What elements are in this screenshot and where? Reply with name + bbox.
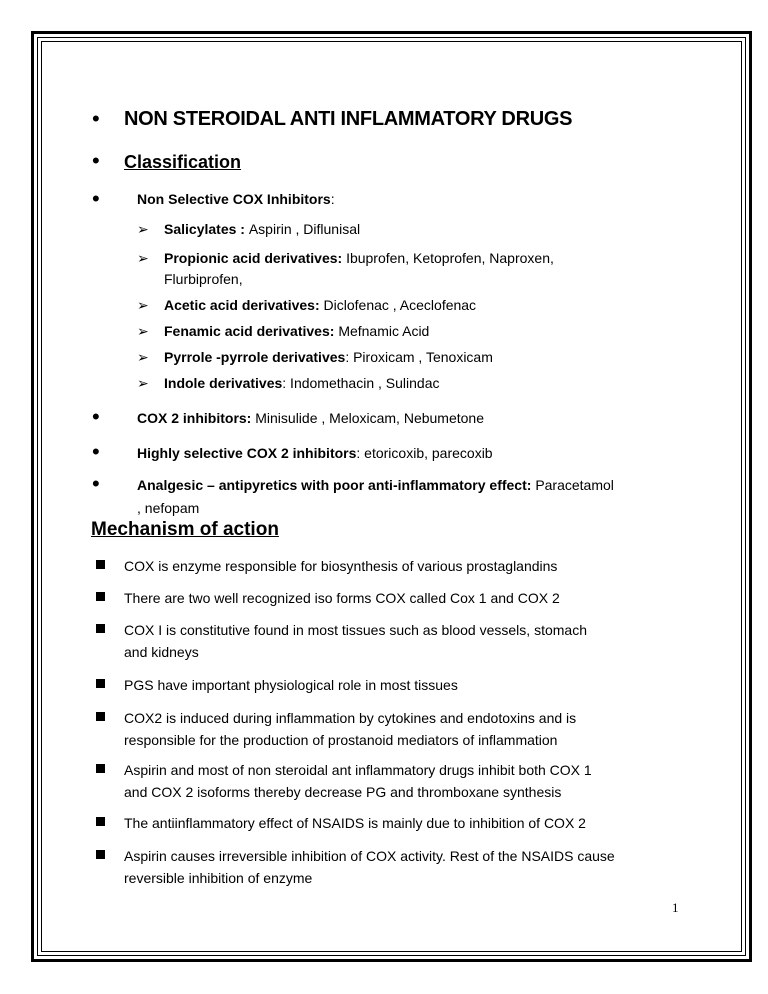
- sub-item-label: Fenamic acid derivatives:: [164, 323, 339, 339]
- class-item: [137, 474, 614, 496]
- bullet-icon: •: [92, 439, 100, 464]
- classification-heading: Classification: [124, 152, 242, 172]
- bullet-icon: •: [92, 148, 100, 173]
- sub-item-label: Acetic acid derivatives:: [164, 297, 324, 313]
- bullet-icon: •: [92, 106, 100, 131]
- class-item-text: Paracetamol: [535, 477, 614, 493]
- class-item-label: Highly selective COX 2 inhibitors: [137, 445, 357, 461]
- class-item: [137, 442, 493, 464]
- square-bullet-icon: [96, 764, 105, 773]
- mechanism-item: Aspirin and most of non steroidal ant inflammatory drugs inhibit both COX 1: [124, 762, 592, 778]
- mechanism-item: The antiinflammatory effect of NSAIDS is mainly due to inhibition of COX 2: [124, 815, 586, 831]
- bullet-icon: •: [92, 186, 100, 211]
- sub-item-text: Diclofenac , Aceclofenac: [323, 297, 477, 313]
- mechanism-item: responsible for the production of prostanoid mediators of inflammation: [124, 732, 558, 748]
- sub-item: [164, 372, 440, 394]
- square-bullet-icon: [96, 679, 105, 688]
- square-bullet-icon: [96, 712, 105, 721]
- sub-item: [164, 294, 476, 316]
- sub-item-label: Propionic acid derivatives:: [164, 250, 347, 266]
- sub-item-label: Indole derivatives: [164, 375, 283, 391]
- sub-item-continuation: Flurbiprofen,: [164, 271, 243, 287]
- square-bullet-icon: [96, 592, 105, 601]
- page-number: 1: [672, 900, 679, 915]
- class-item-text: : etoricoxib, parecoxib: [356, 445, 493, 461]
- sub-item: [164, 320, 429, 342]
- arrow-bullet-icon: ➢: [137, 323, 149, 339]
- class-item-continuation: , nefopam: [137, 500, 200, 516]
- square-bullet-icon: [96, 850, 105, 859]
- mechanism-item: and COX 2 isoforms thereby decrease PG and thromboxane synthesis: [124, 784, 562, 800]
- mechanism-item: and kidneys: [124, 644, 199, 660]
- sub-item: [164, 218, 360, 240]
- mechanism-item: COX I is constitutive found in most tissues such as blood vessels, stomach: [124, 622, 587, 638]
- square-bullet-icon: [96, 560, 105, 569]
- square-bullet-icon: [96, 817, 105, 826]
- sub-item-label: Salicylates :: [164, 221, 249, 237]
- sub-item-label: Pyrrole -pyrrole derivatives: [164, 349, 346, 365]
- class-item-label: Analgesic – antipyretics with poor anti-inflammatory effect:: [137, 477, 536, 493]
- mechanism-item: There are two well recognized iso forms COX called Cox 1 and COX 2: [124, 590, 560, 606]
- class-item-text: Minisulide , Meloxicam, Nebumetone: [255, 410, 484, 426]
- sub-item-text: Aspirin , Diflunisal: [248, 221, 361, 237]
- sub-item-text: Ibuprofen, Ketoprofen, Naproxen,: [346, 250, 554, 266]
- sub-item-text: : Indomethacin , Sulindac: [282, 375, 440, 391]
- bullet-icon: •: [92, 404, 100, 429]
- sub-item: [164, 346, 493, 368]
- mechanism-item: PGS have important physiological role in most tissues: [124, 677, 458, 693]
- bullet-icon: •: [92, 471, 100, 496]
- non-selective-heading: Non Selective COX Inhibitors:: [137, 191, 335, 207]
- document-title: NON STEROIDAL ANTI INFLAMMATORY DRUGS: [124, 108, 573, 130]
- class-item: [137, 407, 484, 429]
- sub-item-text: Mefnamic Acid: [338, 323, 430, 339]
- mechanism-heading: Mechanism of action: [91, 519, 279, 540]
- square-bullet-icon: [96, 624, 105, 633]
- sub-item-text: : Piroxicam , Tenoxicam: [345, 349, 493, 365]
- mechanism-item: COX is enzyme responsible for biosynthesis of various prostaglandins: [124, 558, 558, 574]
- arrow-bullet-icon: ➢: [137, 349, 149, 365]
- class-item-label: COX 2 inhibitors:: [137, 410, 256, 426]
- sub-item: [164, 247, 554, 269]
- mechanism-item: COX2 is induced during inflammation by cytokines and endotoxins and is: [124, 710, 577, 726]
- arrow-bullet-icon: ➢: [137, 297, 149, 313]
- mechanism-item: reversible inhibition of enzyme: [124, 870, 313, 886]
- arrow-bullet-icon: ➢: [137, 221, 149, 237]
- mechanism-item: Aspirin causes irreversible inhibition of COX activity. Rest of the NSAIDS cause: [124, 848, 615, 864]
- arrow-bullet-icon: ➢: [137, 250, 149, 266]
- arrow-bullet-icon: ➢: [137, 375, 149, 391]
